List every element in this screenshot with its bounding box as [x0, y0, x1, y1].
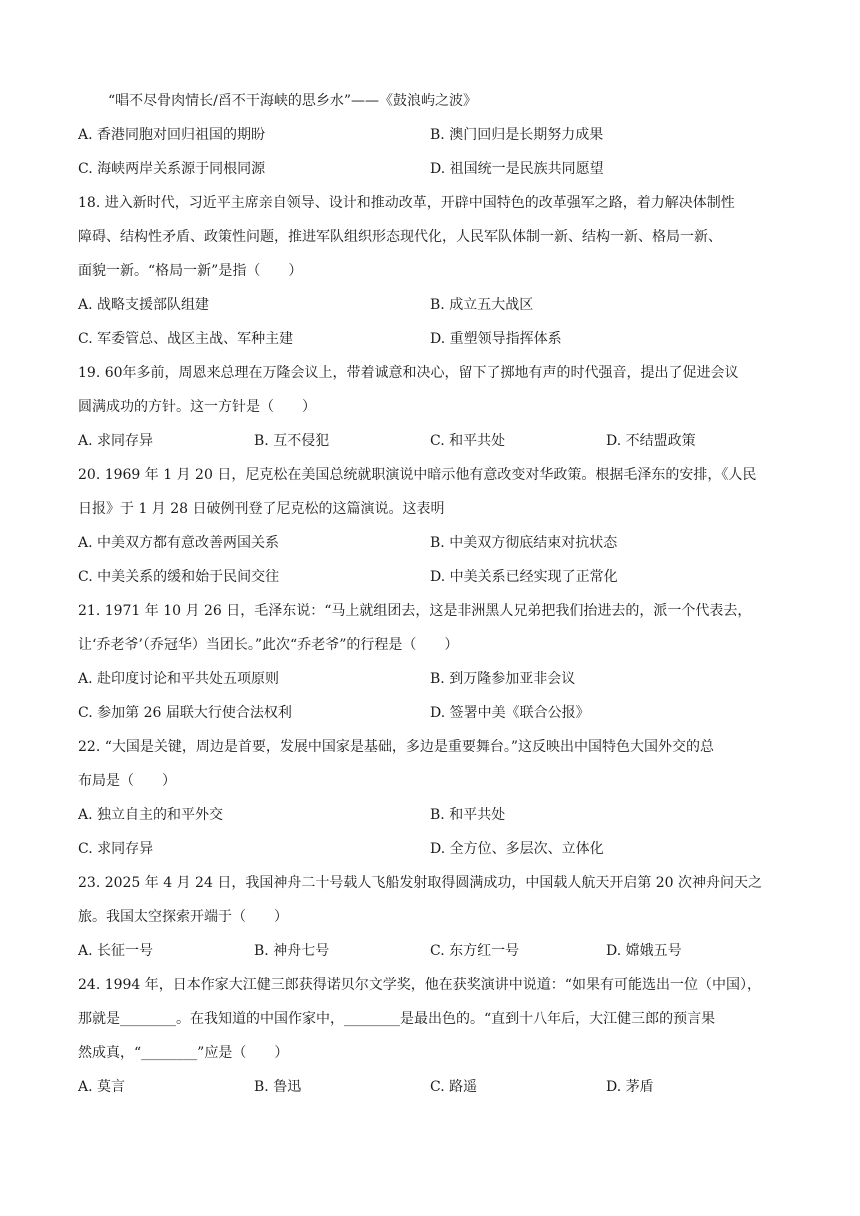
- q20-options-row-2: [78, 560, 798, 594]
- q23-options-row: [78, 934, 798, 968]
- q24-stem-line-2: 那就是________。在我知道的中国作家中，________是最出色的。“直到十八年后，大江健三郎的预言果: [78, 1011, 716, 1027]
- q22-options-row-2: [78, 832, 798, 866]
- option-d[interactable]: D. 签署中美《联合公报》: [430, 705, 590, 721]
- option-c[interactable]: C. 求同存异: [78, 841, 154, 857]
- q20-options-row-1: [78, 526, 798, 560]
- option-b[interactable]: B. 中美双方彻底结束对抗状态: [430, 535, 618, 551]
- q18-stem-line-1: 18. 进入新时代，习近平主席亲自领导、设计和推动改革，开辟中国特色的改革强军之路，着力解决体制性: [78, 195, 735, 211]
- q18-stem-line-3: 面貌一新。“格局一新”是指（ ）: [78, 263, 303, 279]
- option-b[interactable]: B. 鲁迅: [254, 1079, 302, 1095]
- option-c[interactable]: C. 军委管总、战区主战、军种主建: [78, 331, 294, 347]
- option-c[interactable]: C. 中美关系的缓和始于民间交往: [78, 569, 280, 585]
- q24-stem-line-1: 24. 1994 年，日本作家大江健三郎获得诺贝尔文学奖，他在获奖演讲中说道：“如果有可能选出一位（中国），: [78, 977, 761, 993]
- option-d[interactable]: D. 嫦娥五号: [606, 943, 682, 959]
- q22-stem-line-2: 布局是（ ）: [78, 773, 176, 789]
- q23-stem-line-2: 旅。我国太空探索开端于（ ）: [78, 909, 288, 925]
- option-b[interactable]: B. 互不侵犯: [254, 433, 330, 449]
- option-a[interactable]: A. 赴印度讨论和平共处五项原则: [78, 671, 280, 687]
- option-c[interactable]: C. 东方红一号: [430, 943, 520, 959]
- option-a[interactable]: A. 中美双方都有意改善两国关系: [78, 535, 280, 551]
- q20-stem-line-2: 日报》于 1 月 28 日破例刊登了尼克松的这篇演说。这表明: [78, 501, 445, 517]
- option-a[interactable]: A. 独立自主的和平外交: [78, 807, 224, 823]
- q23-stem-line-1: 23. 2025 年 4 月 24 日，我国神舟二十号载人飞船发射取得圆满成功，中国载人航天开启第 20 次神舟问天之: [78, 875, 763, 891]
- q18-options-row-2: [78, 322, 798, 356]
- option-c[interactable]: C. 和平共处: [430, 433, 506, 449]
- q24-stem-line-3: 然成真，“________”应是（ ）: [78, 1045, 289, 1061]
- option-d[interactable]: D. 茅盾: [606, 1079, 654, 1095]
- q20-stem-line-1: 20. 1969 年 1 月 20 日，尼克松在美国总统就职演说中暗示他有意改变对华政策。根据毛泽东的安排，《人民: [78, 467, 757, 483]
- option-b[interactable]: B. 到万隆参加亚非会议: [430, 671, 576, 687]
- q22-options-row-1: [78, 798, 798, 832]
- option-a[interactable]: A. 莫言: [78, 1079, 126, 1095]
- q24-options-row: [78, 1070, 798, 1104]
- option-b[interactable]: B. 和平共处: [430, 807, 506, 823]
- option-a[interactable]: A. 长征一号: [78, 943, 154, 959]
- option-b[interactable]: B. 澳门回归是长期努力成果: [430, 127, 604, 143]
- option-c[interactable]: C. 路遥: [430, 1079, 478, 1095]
- q17-options-row-1: [78, 118, 798, 152]
- q21-stem-line-2: 让‘乔老爷’（乔冠华）当团长。”此次“乔老爷”的行程是（ ）: [78, 637, 459, 653]
- option-a[interactable]: A. 香港同胞对回归祖国的期盼: [78, 127, 266, 143]
- q19-stem-line-1: 19. 60年多前，周恩来总理在万隆会议上，带着诚意和决心，留下了掷地有声的时代强音，提出了促进会议: [78, 365, 739, 381]
- q21-options-row-1: [78, 662, 798, 696]
- option-b[interactable]: B. 神舟七号: [254, 943, 330, 959]
- option-d[interactable]: D. 重塑领导指挥体系: [430, 331, 562, 347]
- q18-stem-line-2: 障碍、结构性矛盾、政策性问题，推进军队组织形态现代化，人民军队体制一新、结构一新、格局一新、: [78, 229, 722, 245]
- option-c[interactable]: C. 参加第 26 届联大行使合法权利: [78, 705, 292, 721]
- poem-quote: “唱不尽骨肉情长/舀不干海峡的思乡水”——《鼓浪屿之波》: [108, 93, 478, 109]
- q17-options-row-2: [78, 152, 798, 186]
- option-d[interactable]: D. 祖国统一是民族共同愿望: [430, 161, 604, 177]
- option-d[interactable]: D. 不结盟政策: [606, 433, 696, 449]
- exam-page: [78, 84, 798, 1104]
- q19-stem-line-2: 圆满成功的方针。这一方针是（ ）: [78, 399, 316, 415]
- option-b[interactable]: B. 成立五大战区: [430, 297, 534, 313]
- option-d[interactable]: D. 中美关系已经实现了正常化: [430, 569, 618, 585]
- option-a[interactable]: A. 求同存异: [78, 433, 154, 449]
- option-a[interactable]: A. 战略支援部队组建: [78, 297, 210, 313]
- option-d[interactable]: D. 全方位、多层次、立体化: [430, 841, 604, 857]
- q18-options-row-1: [78, 288, 798, 322]
- option-c[interactable]: C. 海峡两岸关系源于同根同源: [78, 161, 266, 177]
- q21-options-row-2: [78, 696, 798, 730]
- q21-stem-line-1: 21. 1971 年 10 月 26 日，毛泽东说：“马上就组团去，这是非洲黑人兄弟把我们抬进去的，派一个代表去，: [78, 603, 752, 619]
- q19-options-row: [78, 424, 798, 458]
- q22-stem-line-1: 22. “大国是关键，周边是首要，发展中国家是基础，多边是重要舞台。”这反映出中国特色大国外交的总: [78, 739, 715, 755]
